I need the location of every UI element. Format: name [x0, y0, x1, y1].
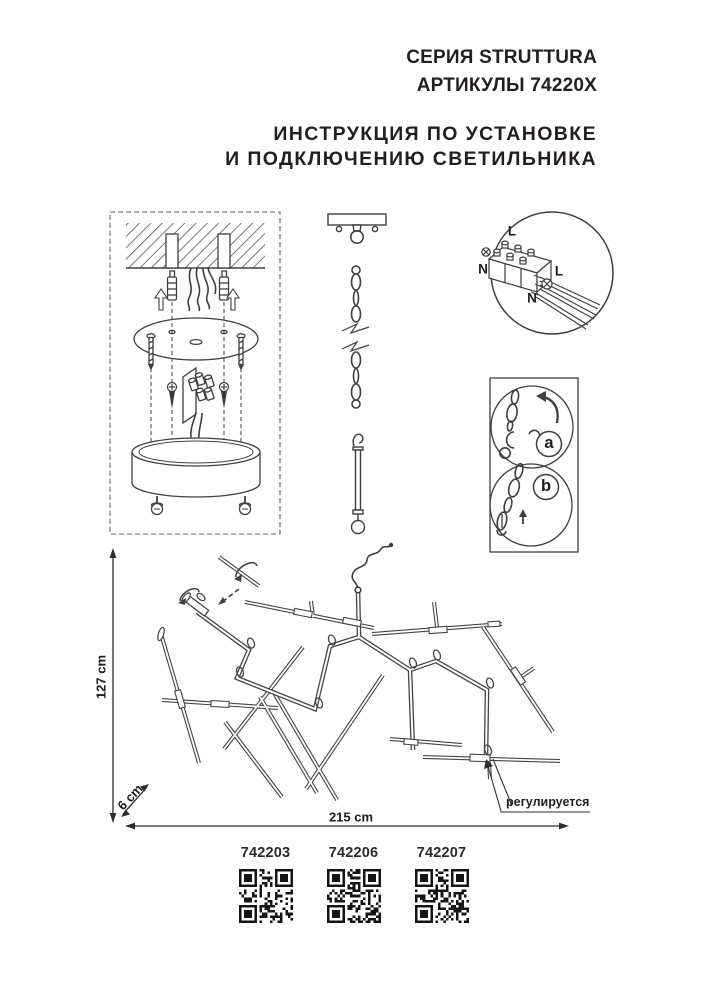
qr-code [239, 869, 293, 923]
article-code: 742203 [240, 845, 291, 861]
wall-anchor [220, 271, 229, 300]
chain [342, 266, 369, 408]
insert-arrow-icon [218, 597, 226, 605]
qr-item [414, 845, 469, 923]
step-a-label: a [544, 434, 554, 453]
chandelier-diagram [157, 543, 560, 800]
canopy-screw [220, 383, 229, 410]
instruction-title-line2: И ПОДКЛЮЧЕНИЮ СВЕТИЛЬНИКА [225, 148, 597, 170]
ground-screw-icon [482, 248, 490, 256]
qr-item [326, 845, 381, 923]
articles-title: АРТИКУЛЫ 74220X [416, 74, 597, 96]
drill-hole [218, 234, 230, 268]
ceiling-mount-diagram [110, 212, 280, 534]
canopy-screw [168, 383, 177, 410]
instruction-title-line1: ИНСТРУКЦИЯ ПО УСТАНОВКЕ [273, 123, 597, 145]
dimension-lines [110, 548, 590, 829]
terminal-neutral-label: N [478, 261, 488, 277]
wall-anchor [168, 271, 177, 300]
suspension-parts-diagram [328, 214, 386, 534]
qr-item [238, 845, 293, 923]
canopy [132, 438, 260, 497]
cap-nut [152, 496, 163, 515]
width-dimension: 215 cm [328, 809, 374, 825]
step-b-label: b [540, 477, 552, 496]
adjustable-note: регулируется [506, 795, 590, 809]
arrow-up-icon [155, 289, 167, 310]
terminal-live-label: L [507, 223, 517, 239]
screw-in-detail [178, 563, 257, 616]
supply-wires [188, 268, 216, 311]
cap-nut [240, 496, 251, 515]
qr-code [415, 869, 469, 923]
height-dimension: 127 cm [93, 654, 109, 700]
drill-hole [166, 234, 178, 268]
article-code: 742206 [328, 845, 379, 861]
wiring-detail-circle [482, 212, 613, 334]
wire-neutral-label: N [527, 290, 537, 306]
depth-dimension: 6 cm [114, 781, 146, 813]
power-cord [352, 543, 393, 593]
chain-adjust-panel [490, 378, 578, 552]
ceiling-bar [328, 214, 386, 243]
ground-wire-screw-icon [542, 279, 552, 289]
series-title: СЕРИЯ STRUTTURA [406, 47, 597, 68]
article-code: 742207 [416, 845, 467, 861]
document-header [225, 44, 597, 172]
suspension-rod [352, 434, 365, 533]
wire-live-label: L [554, 263, 564, 279]
qr-code [327, 869, 381, 923]
ceiling-hatch [126, 223, 265, 268]
